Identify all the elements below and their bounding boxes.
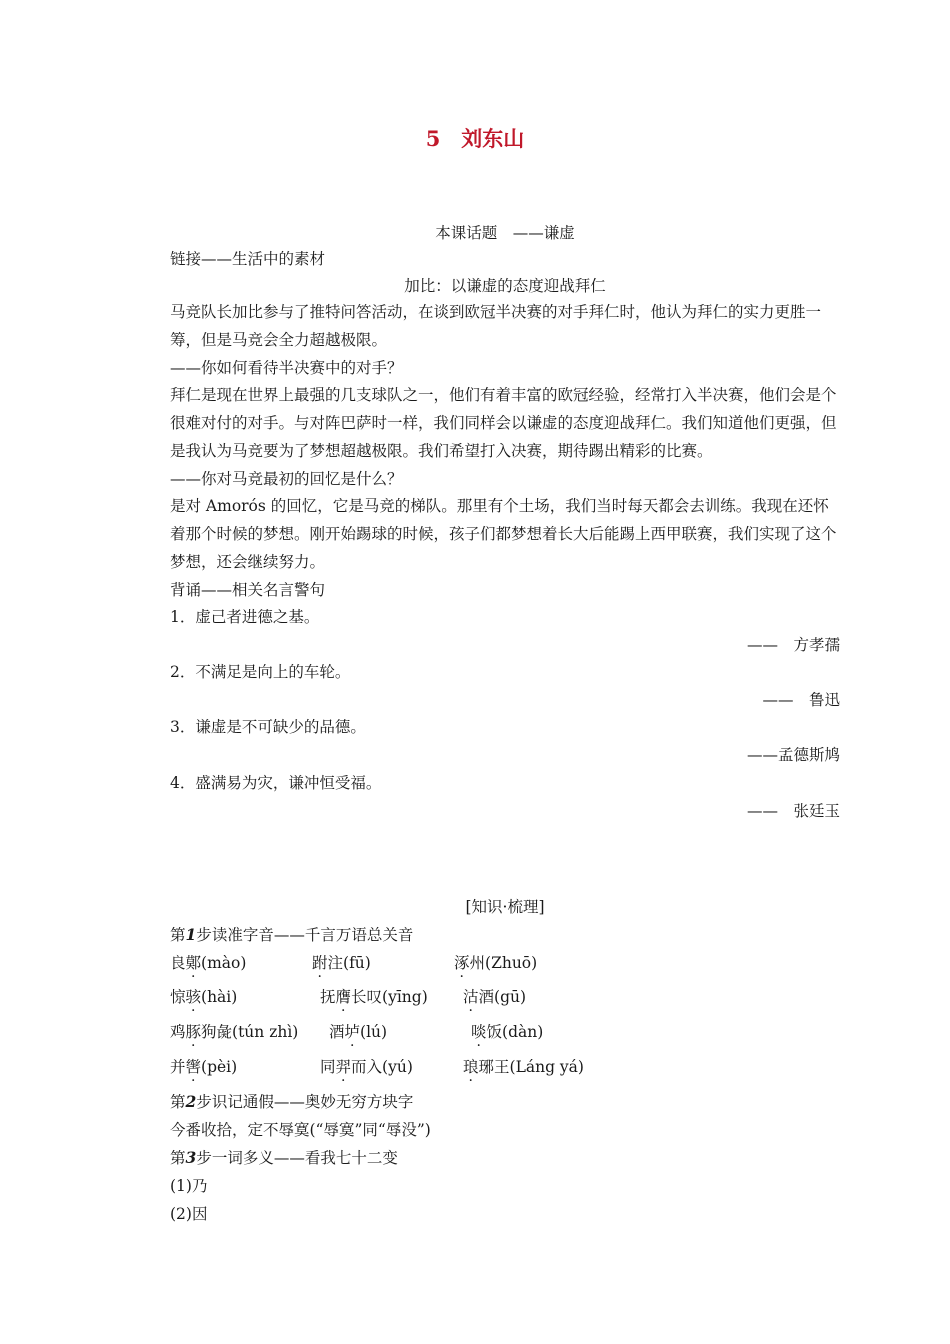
- quote-text: 1．虚己者进德之基。: [170, 608, 320, 626]
- char: 抚: [320, 988, 336, 1006]
- pinyin-text: 酒(gū): [478, 988, 527, 1006]
- pinyin-item: [471, 1018, 543, 1046]
- quote-author: —— 鲁迅: [762, 691, 840, 709]
- dotted-char: 豚: [185, 1023, 202, 1041]
- pinyin-text: (pèi): [201, 1058, 238, 1076]
- quote-text: 4．盛满易为灾，谦冲恒受福。: [170, 774, 382, 792]
- dotted-char: 垆: [344, 1023, 361, 1041]
- pinyin-text: (mào): [201, 954, 247, 972]
- pinyin-text: 狗彘(tún zhì): [201, 1023, 299, 1041]
- quote-author: ——孟德斯鸠: [746, 746, 840, 764]
- pinyin-text: 琊王(Láng yá): [478, 1058, 584, 1076]
- dotted-char: 骇: [185, 988, 202, 1006]
- dotted-char: 沽: [463, 988, 479, 1006]
- quote-text: 3．谦虚是不可缺少的品德。: [170, 718, 366, 736]
- pinyin-text: 长叹(yīng): [351, 988, 428, 1006]
- link-heading: 链接——生活中的素材: [170, 250, 326, 268]
- step-heading: [170, 921, 413, 949]
- question-line: ——你对马竞最初的回忆是什么？: [170, 470, 403, 488]
- pinyin-item: [170, 1053, 237, 1081]
- pinyin-text: 注(fū): [327, 954, 371, 972]
- pinyin-item: [463, 983, 526, 1011]
- step-title: 步读准字音——千言万语总关音: [196, 926, 414, 944]
- pinyin-item: [170, 949, 246, 977]
- polysemy-item: (1)乃: [170, 1177, 208, 1195]
- step-number: 2: [185, 1092, 197, 1111]
- pinyin-item: [170, 983, 237, 1011]
- paragraph-text: 马竞队长加比参与了推特问答活动，在谈到欧冠半决赛的对手拜仁时，他认为拜仁的实力更胜一筹，但是马竞会全力超越极限。: [170, 303, 822, 349]
- tongjia-line: 今番收拾，定不辱寞(“辱寞”同“辱没”): [170, 1121, 431, 1139]
- step-title: 步识记通假——奥妙无穷方块字: [196, 1093, 414, 1111]
- char: 同: [320, 1058, 336, 1076]
- pinyin-item: [170, 1018, 298, 1046]
- dotted-char: 膺: [335, 988, 352, 1006]
- paragraph-text: 是对 Amorós 的回忆，它是马竞的梯队。那里有个土场，我们当时每天都会去训练。我现在还怀着那个时候的梦想。刚开始踢球的时候，孩子们都梦想着长大后能踢上西甲联赛，我们实现了这个梦想，还会继续努力。: [170, 497, 837, 571]
- quote-text: 2．不满足是向上的车轮。: [170, 663, 351, 681]
- char: 并: [170, 1058, 186, 1076]
- knowledge-heading: [知识·梳理]: [465, 898, 545, 916]
- step-prefix: 第: [170, 926, 186, 944]
- step-title: 步一词多义——看我七十二变: [196, 1149, 398, 1167]
- pinyin-item: [463, 1053, 584, 1081]
- step-prefix: 第: [170, 1093, 186, 1111]
- quote-author: —— 方孝孺: [746, 636, 840, 654]
- char: 酒: [329, 1023, 345, 1041]
- dotted-char: 啖: [471, 1023, 487, 1041]
- pinyin-text: (hài): [201, 988, 238, 1006]
- pinyin-item: [320, 983, 428, 1011]
- char: 惊: [170, 988, 186, 1006]
- pinyin-item: [454, 949, 537, 977]
- paragraph-text: 拜仁是现在世界上最强的几支球队之一，他们有着丰富的欧冠经验，经常打入半决赛，他们会是个很难对付的对手。与对阵巴萨时一样，我们同样会以谦虚的态度迎战拜仁。我们知道他们更强，但是我认为马竞要为了梦想超越极限。我们希望打入决赛，期待踢出精彩的比赛。: [170, 386, 837, 460]
- topic-heading: 本课话题 ——谦虚: [435, 224, 575, 242]
- pinyin-item: [320, 1053, 413, 1081]
- paragraph: [170, 492, 840, 576]
- dotted-char: 跗: [312, 954, 328, 972]
- pinyin-text: 州(Zhuō): [469, 954, 538, 972]
- article-title: 加比：以谦虚的态度迎战拜仁: [404, 277, 606, 295]
- char: 鸡: [170, 1023, 186, 1041]
- pinyin-text: 饭(dàn): [486, 1023, 544, 1041]
- recite-heading: 背诵——相关名言警句: [170, 581, 326, 599]
- dotted-char: 辔: [185, 1058, 202, 1076]
- step-heading: [170, 1088, 413, 1116]
- pinyin-text: (lú): [360, 1023, 388, 1041]
- dotted-char: 琅: [463, 1058, 479, 1076]
- polysemy-item: (2)因: [170, 1205, 208, 1223]
- lesson-title: 5 刘东山: [425, 126, 525, 151]
- question-line: ——你如何看待半决赛中的对手？: [170, 359, 403, 377]
- dotted-char: 涿: [454, 954, 470, 972]
- char: 良: [170, 954, 186, 972]
- dotted-char: 羿: [335, 1058, 352, 1076]
- dotted-char: 鄚: [185, 954, 202, 972]
- paragraph: [170, 298, 840, 354]
- step-number: 1: [185, 925, 197, 944]
- quote-author: —— 张廷玉: [746, 802, 840, 820]
- step-number: 3: [185, 1148, 197, 1167]
- step-heading: [170, 1144, 398, 1172]
- pinyin-item: [312, 949, 371, 977]
- pinyin-item: [329, 1018, 387, 1046]
- pinyin-text: 而入(yú): [351, 1058, 413, 1076]
- paragraph: [170, 381, 840, 465]
- step-prefix: 第: [170, 1149, 186, 1167]
